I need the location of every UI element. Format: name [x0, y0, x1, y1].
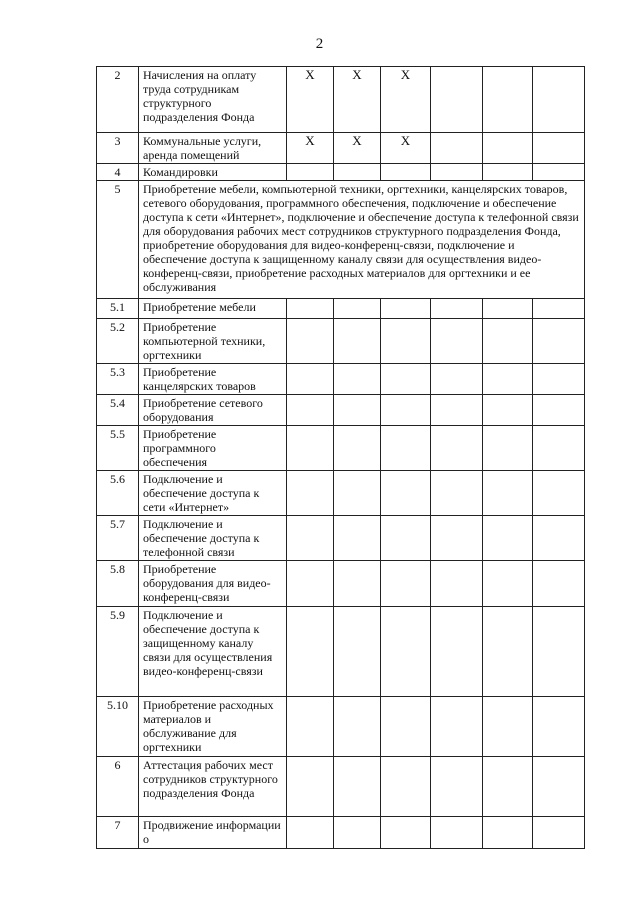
row-number: 6 [97, 757, 139, 817]
mark-cell: X [334, 133, 381, 164]
mark-cell: X [381, 133, 431, 164]
mark-cell: X [381, 67, 431, 133]
mark-cell [381, 516, 431, 561]
row-name: Приобретение мебели [139, 299, 287, 319]
table-row [97, 181, 585, 299]
mark-cell [483, 757, 533, 817]
mark-cell [334, 561, 381, 607]
row-name: Коммунальные услуги, аренда помещений [139, 133, 287, 164]
mark-cell [431, 164, 483, 181]
mark-cell [431, 426, 483, 471]
mark-cell [483, 817, 533, 849]
mark-cell [334, 516, 381, 561]
row-number: 7 [97, 817, 139, 849]
mark-cell [533, 164, 585, 181]
row-name: Приобретение программного обеспечения [139, 426, 287, 471]
row-name: Начисления на оплату труда сотрудникам структурного подразделения Фонда [139, 67, 287, 133]
row-number: 2 [97, 67, 139, 133]
row-number: 5.3 [97, 364, 139, 395]
mark-cell [287, 697, 334, 757]
mark-cell [533, 395, 585, 426]
row-name: Приобретение расходных материалов и обслуживание для оргтехники [139, 697, 287, 757]
row-name: Приобретение компьютерной техники, оргтехники [139, 319, 287, 364]
mark-cell [334, 426, 381, 471]
table-row [97, 817, 585, 849]
table-row [97, 299, 585, 319]
mark-cell [334, 607, 381, 697]
mark-cell [287, 299, 334, 319]
mark-cell [431, 395, 483, 426]
row-name: Подключение и обеспечение доступа к сети «Интернет» [139, 471, 287, 516]
mark-cell [381, 364, 431, 395]
mark-cell [483, 133, 533, 164]
row-number: 5.1 [97, 299, 139, 319]
mark-cell [483, 561, 533, 607]
mark-cell [533, 757, 585, 817]
mark-cell [533, 607, 585, 697]
mark-cell [287, 516, 334, 561]
row-name: Подключение и обеспечение доступа к телефонной связи [139, 516, 287, 561]
row-name: Приобретение канцелярских товаров [139, 364, 287, 395]
mark-cell [334, 757, 381, 817]
row-number: 5.9 [97, 607, 139, 697]
mark-cell [533, 471, 585, 516]
row-number: 4 [97, 164, 139, 181]
mark-cell [533, 697, 585, 757]
mark-cell [533, 561, 585, 607]
mark-cell [431, 607, 483, 697]
mark-cell [483, 319, 533, 364]
mark-cell [533, 319, 585, 364]
mark-cell [483, 697, 533, 757]
mark-cell [533, 516, 585, 561]
mark-cell [431, 299, 483, 319]
row-number: 5.6 [97, 471, 139, 516]
mark-cell [381, 426, 431, 471]
mark-cell [381, 607, 431, 697]
row-name: Аттестация рабочих мест сотрудников структурного подразделения Фонда [139, 757, 287, 817]
mark-cell [334, 395, 381, 426]
mark-cell [431, 516, 483, 561]
row-number: 5.8 [97, 561, 139, 607]
mark-cell [381, 471, 431, 516]
table-row [97, 516, 585, 561]
mark-cell [287, 364, 334, 395]
mark-cell [334, 164, 381, 181]
mark-cell [533, 67, 585, 133]
row-number: 5.5 [97, 426, 139, 471]
mark-cell: X [287, 67, 334, 133]
mark-cell [334, 364, 381, 395]
mark-cell [431, 471, 483, 516]
row-number: 5 [97, 181, 139, 299]
mark-cell [287, 561, 334, 607]
row-number: 5.2 [97, 319, 139, 364]
table-row [97, 607, 585, 697]
table-row [97, 757, 585, 817]
mark-cell [483, 67, 533, 133]
mark-cell [533, 364, 585, 395]
table-row [97, 319, 585, 364]
mark-cell [483, 607, 533, 697]
row-name: Подключение и обеспечение доступа к защищенному каналу связи для осуществления видео-конференц-связи [139, 607, 287, 697]
row-number: 5.4 [97, 395, 139, 426]
mark-cell [431, 67, 483, 133]
table-row [97, 561, 585, 607]
table-row [97, 67, 585, 133]
mark-cell: X [287, 133, 334, 164]
mark-cell [287, 471, 334, 516]
mark-cell [533, 299, 585, 319]
mark-cell [533, 426, 585, 471]
mark-cell [483, 364, 533, 395]
mark-cell [431, 697, 483, 757]
mark-cell [287, 395, 334, 426]
mark-cell [483, 395, 533, 426]
table-row [97, 133, 585, 164]
mark-cell [381, 817, 431, 849]
row-name: Продвижение информации о [139, 817, 287, 849]
mark-cell [287, 164, 334, 181]
mark-cell [334, 471, 381, 516]
table-row [97, 426, 585, 471]
mark-cell [483, 426, 533, 471]
mark-cell [381, 757, 431, 817]
mark-cell [431, 561, 483, 607]
mark-cell [483, 516, 533, 561]
row-number: 3 [97, 133, 139, 164]
mark-cell [533, 133, 585, 164]
mark-cell [334, 299, 381, 319]
table-row [97, 364, 585, 395]
mark-cell [287, 757, 334, 817]
mark-cell [483, 299, 533, 319]
mark-cell [431, 319, 483, 364]
mark-cell [287, 426, 334, 471]
mark-cell [381, 697, 431, 757]
mark-cell [431, 364, 483, 395]
mark-cell [334, 697, 381, 757]
mark-cell [381, 319, 431, 364]
table-row [97, 471, 585, 516]
mark-cell [431, 817, 483, 849]
budget-table [96, 66, 585, 849]
mark-cell [431, 133, 483, 164]
mark-cell [381, 561, 431, 607]
table-row [97, 697, 585, 757]
mark-cell [381, 164, 431, 181]
mark-cell [381, 299, 431, 319]
table-row [97, 395, 585, 426]
mark-cell [287, 319, 334, 364]
mark-cell [334, 319, 381, 364]
row-number: 5.7 [97, 516, 139, 561]
mark-cell [334, 817, 381, 849]
row-name: Командировки [139, 164, 287, 181]
mark-cell [287, 817, 334, 849]
mark-cell [533, 817, 585, 849]
mark-cell [483, 471, 533, 516]
row-description: Приобретение мебели, компьютерной техники, оргтехники, канцелярских товаров, сетевого оборудования, программного обеспечения, подключение и обеспечение доступа к сети «Интернет», подключение и обеспечение доступа к телефонной связи для оборудования рабочих мест сотрудников структурного подразделения Фонда, приобретение оборудования для видео-конференц-связи, подключение и обеспечение доступа к защищенному каналу связи для осуществления видео-конференц-связи, приобретение расходных материалов для оргтехники и ее обслуживания [139, 181, 585, 299]
mark-cell: X [334, 67, 381, 133]
row-name: Приобретение сетевого оборудования [139, 395, 287, 426]
mark-cell [381, 395, 431, 426]
mark-cell [287, 607, 334, 697]
table-row [97, 164, 585, 181]
row-number: 5.10 [97, 697, 139, 757]
row-name: Приобретение оборудования для видео-конференц-связи [139, 561, 287, 607]
table-body [97, 67, 585, 849]
mark-cell [483, 164, 533, 181]
mark-cell [431, 757, 483, 817]
page-number: 2 [315, 36, 324, 52]
